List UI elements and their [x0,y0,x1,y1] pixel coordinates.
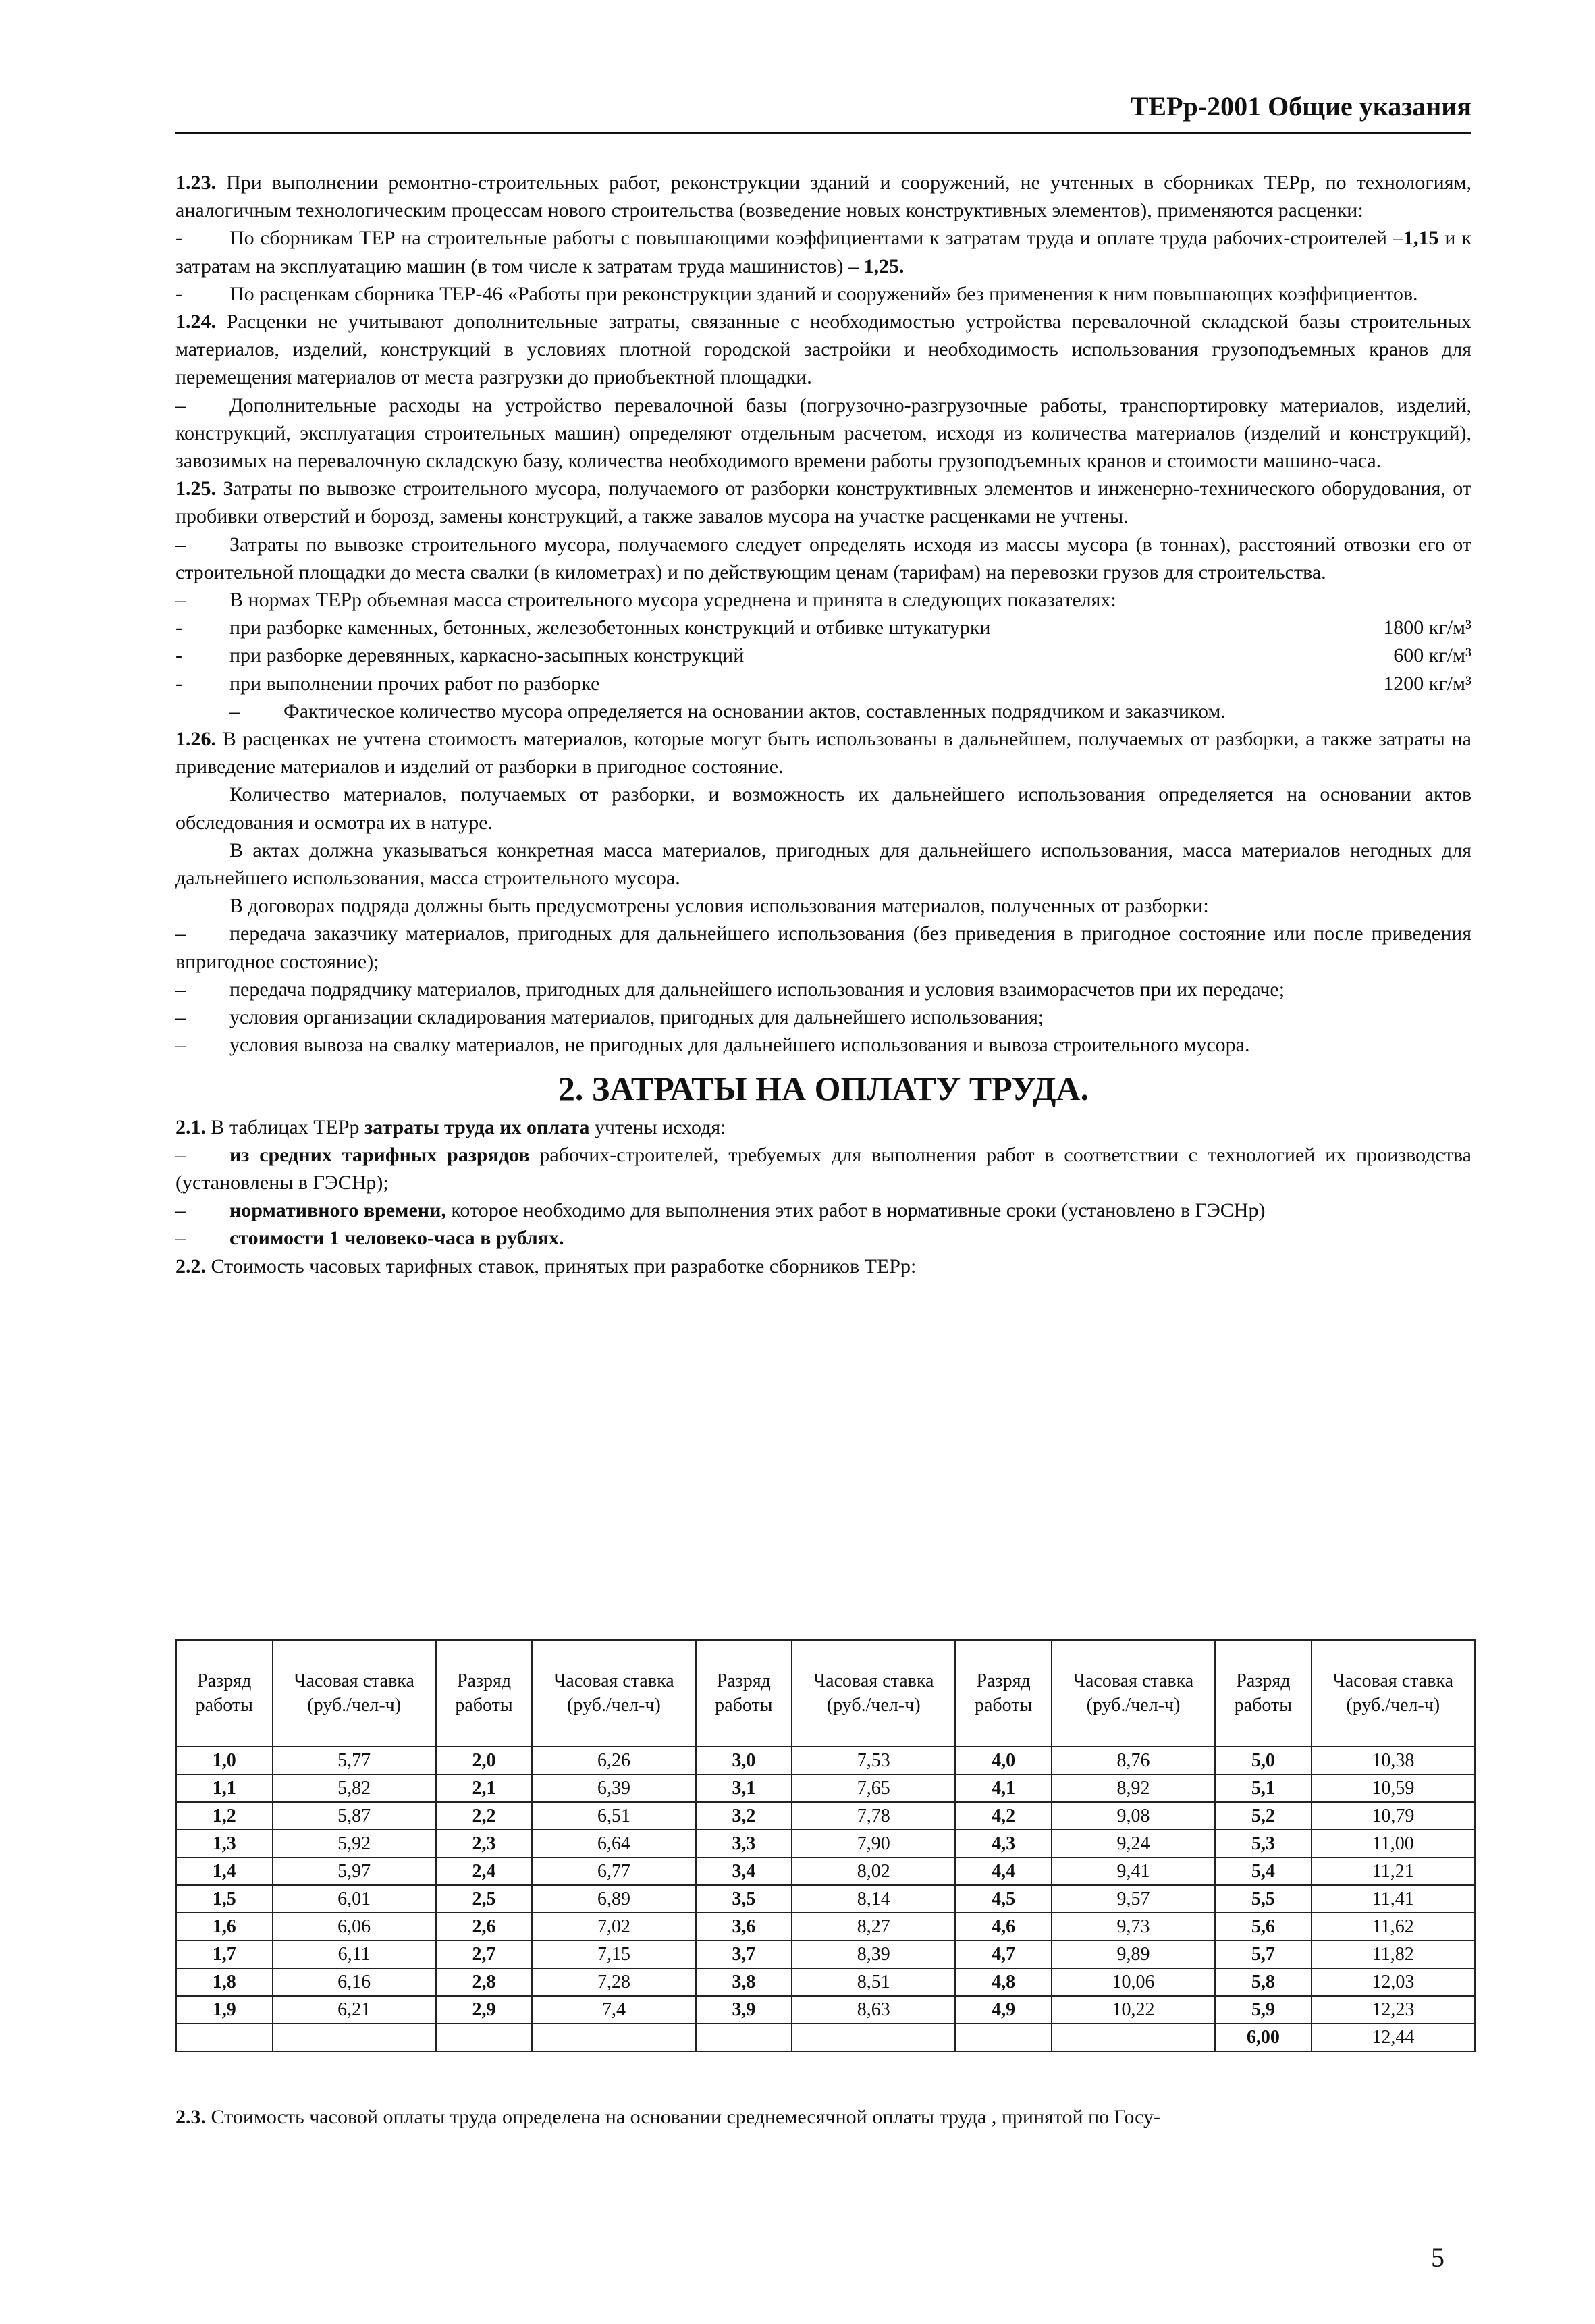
document-body [175,169,1471,1280]
rate-cell: 12,03 [1312,1968,1475,1996]
grade-cell: 1,1 [176,1774,273,1802]
grade-cell: 5,8 [1215,1968,1312,1996]
bullet-text: Фактическое количество мусора определяется на основании актов, составленных подрядчиком и заказчиком. [283,699,1226,722]
paragraph-text: В таблицах ТЕРр [211,1115,360,1138]
bullet-item: – В нормах ТЕРр объемная масса строительного мусора усреднена и принята в следующих показателях: [175,589,1116,612]
grade-cell: 2,7 [436,1940,533,1968]
grade-cell: 5,0 [1215,1747,1312,1774]
header-rule [175,132,1471,134]
rate-cell: 8,39 [792,1940,955,1968]
grade-cell: 1,5 [176,1885,273,1913]
bullet-item: - По сборникам ТЕР на строительные работы с повышающими коэффициентами к затратам труда и оплате труда рабочих-строителей –1,15 и к затратам на эксплуатацию машин (в том числе к затратам труда машинистов) – 1,25. [175,227,1471,278]
bullet-text: и к затратам на эксплуатацию машин (в том числе к затратам труда машинистов) – [175,227,1471,278]
grade-cell: 5,4 [1215,1857,1312,1885]
paragraph-text: Стоимость часовой оплаты труда определена на основании среднемесячной оплаты труда , принятой по Госу- [211,2106,1160,2128]
grade-cell: 5,5 [1215,1885,1312,1913]
grade-cell: 4,8 [955,1968,1052,1996]
bullet-text: Дополнительные расходы на устройство перевалочной базы (погрузочно-разгрузочные работы, транспортировку материалов, изделий, конструкций, эксплуатация строительных машин) определяют отдельным расчетом, исходя из количества материалов (изделий и конструкций), завозимых на перевалочную складскую базу, количества необходимого времени работы грузоподъемных кранов и стоимости машино-часа. [175,394,1471,473]
mass-label: при разборке каменных, бетонных, железобетонных конструкций и отбивке штукатурки [229,616,991,639]
grade-cell: 3,6 [696,1913,792,1940]
table-row [176,2024,1475,2051]
mass-value: 1800 кг/м³ [1383,616,1471,639]
rate-cell: 7,28 [532,1968,695,1996]
bullet-text: рабочих-строителей, требуемых для выполнения работ в соответствии с технологией их производства (установлены в ГЭСНр); [175,1143,1471,1194]
grade-cell: 4,6 [955,1913,1052,1940]
grade-cell: 3,9 [696,1996,792,2024]
mass-row: - при выполнении прочих работ по разборке 1200 кг/м³ [175,670,1471,697]
rate-cell: 8,92 [1052,1774,1215,1802]
grade-cell: 2,8 [436,1968,533,1996]
table-row [176,1802,1475,1830]
clause-number: 1.24. [175,311,216,334]
bullet-item: - По расценкам сборника ТЕР-46 «Работы при реконструкции зданий и сооружений» без применения к ним повышающих коэффициентов. [175,282,1418,305]
grade-cell: 1,8 [176,1968,273,1996]
paragraph-text: учтены исходя: [594,1115,726,1138]
paragraph-1-23 [175,169,1471,224]
grade-cell: 4,3 [955,1830,1052,1857]
rate-cell: 10,59 [1312,1774,1475,1802]
rate-cell: 5,92 [273,1830,436,1857]
table-row [176,1857,1475,1885]
section-title: 2. ЗАТРАТЫ НА ОПЛАТУ ТРУДА. [558,1069,1089,1107]
grade-cell: 4,5 [955,1885,1052,1913]
grade-cell: 5,1 [1215,1774,1312,1802]
grade-cell: 4,2 [955,1802,1052,1830]
rate-cell: 6,26 [532,1747,695,1774]
header-rate: Часовая ставка (руб./чел-ч) [792,1640,955,1747]
bold-text: из средних тарифных разрядов [229,1143,530,1166]
grade-cell: 5,7 [1215,1940,1312,1968]
grade-cell: 3,2 [696,1802,792,1830]
grade-cell: 1,2 [176,1802,273,1830]
rate-cell [273,2024,436,2051]
mass-value: 1200 кг/м³ [1383,672,1471,695]
rate-cell: 5,97 [273,1857,436,1885]
rate-cell: 7,78 [792,1802,955,1830]
grade-cell: 1,0 [176,1747,273,1774]
rate-cell [792,2024,955,2051]
header-grade: Разряд работы [176,1640,273,1747]
rate-cell: 9,41 [1052,1857,1215,1885]
grade-cell: 5,9 [1215,1996,1312,2024]
rate-cell: 9,73 [1052,1913,1215,1940]
table-row [176,1996,1475,2024]
grade-cell: 1,6 [176,1913,273,1940]
table-row [176,1774,1475,1802]
rate-cell: 12,23 [1312,1996,1475,2024]
rate-cell: 5,82 [273,1774,436,1802]
header-rate: Часовая ставка (руб./чел-ч) [1052,1640,1215,1747]
rate-cell: 6,51 [532,1802,695,1830]
tariff-rates-table [175,1639,1476,2052]
grade-cell: 5,6 [1215,1913,1312,1940]
grade-cell: 3,7 [696,1940,792,1968]
paragraph-text: Расценки не учитывают дополнительные затраты, связанные с необходимостью устройства перевалочной складской базы строительных материалов, изделий, конструкций в условиях плотной городской застройки и необходимость использования грузоподъемных кранов для перемещения материалов от места разгрузки до приобъектной площадки. [175,311,1471,389]
table-row [176,1940,1475,1968]
grade-cell: 3,8 [696,1968,792,1996]
rate-cell [1052,2024,1215,2051]
clause-number: 2.2. [175,1255,206,1277]
coefficient: 1,25. [863,255,904,278]
grade-cell: 2,6 [436,1913,533,1940]
grade-cell: 2,3 [436,1830,533,1857]
grade-cell: 2,0 [436,1747,533,1774]
grade-cell: 6,00 [1215,2024,1312,2051]
rate-cell: 11,41 [1312,1885,1475,1913]
rate-cell: 6,39 [532,1774,695,1802]
header-rate: Часовая ставка (руб./чел-ч) [532,1640,695,1747]
grade-cell [176,2024,273,2051]
rate-cell: 6,77 [532,1857,695,1885]
page-header-title: ТЕРр-2001 Общие указания [1130,91,1471,122]
paragraph-text: В договорах подряда должны быть предусмотрены условия использования материалов, полученных от разборки: [229,895,1209,918]
paragraph-text: Количество материалов, получаемых от разборки, и возможность их дальнейшего использования определяется на основании актов обследования и осмотра их в натуре. [175,783,1471,834]
grade-cell [436,2024,533,2051]
grade-cell: 2,9 [436,1996,533,2024]
table-row [176,1913,1475,1940]
grade-cell [955,2024,1052,2051]
clause-number: 1.23. [175,171,216,194]
grade-cell: 2,2 [436,1802,533,1830]
rate-cell: 5,77 [273,1747,436,1774]
rate-cell: 8,76 [1052,1747,1215,1774]
rate-cell: 11,00 [1312,1830,1475,1857]
rate-cell: 8,27 [792,1913,955,1940]
header-grade: Разряд работы [696,1640,792,1747]
grade-cell: 1,9 [176,1996,273,2024]
bullet-text: передача заказчику материалов, пригодных для дальнейшего использования (без приведения в пригодное состояние или после приведения впригодное состояние); [175,922,1471,973]
rate-cell: 6,89 [532,1885,695,1913]
table-body [176,1747,1475,2051]
table-row [176,1885,1475,1913]
rate-cell: 9,08 [1052,1802,1215,1830]
rate-cell: 10,79 [1312,1802,1475,1830]
grade-cell: 1,3 [176,1830,273,1857]
page-number: 5 [1431,2242,1444,2273]
grade-cell: 3,4 [696,1857,792,1885]
table-row [176,1968,1475,1996]
grade-cell: 5,2 [1215,1802,1312,1830]
bullet-text: условия организации складирования материалов, пригодных для дальнейшего использования; [229,1006,1044,1029]
grade-cell [696,2024,792,2051]
header-grade: Разряд работы [1215,1640,1312,1747]
rate-cell: 8,63 [792,1996,955,2024]
rate-cell: 7,90 [792,1830,955,1857]
grade-cell: 1,4 [176,1857,273,1885]
paragraph-2-1 [175,1113,1471,1141]
grade-cell: 2,5 [436,1885,533,1913]
grade-cell: 4,4 [955,1857,1052,1885]
bullet-text: Затраты по вывозке строительного мусора, получаемого следует определять исходя из массы мусора (в тоннах), расстояний отвозки его от строительной площадки до места свалки (в километрах) и по действующим ценам (тарифам) на перевозки грузов для строительства. [175,533,1471,583]
rate-cell: 6,64 [532,1830,695,1857]
clause-number: 2.3. [175,2106,206,2128]
coefficient: 1,15 [1403,227,1439,250]
grade-cell: 3,5 [696,1885,792,1913]
rate-cell: 9,24 [1052,1830,1215,1857]
grade-cell: 3,0 [696,1747,792,1774]
paragraph-text: В актах должна указываться конкретная масса материалов, пригодных для дальнейшего использования, масса материалов негодных для дальнейшего использования, масса строительного мусора. [175,839,1471,890]
rate-cell: 7,65 [792,1774,955,1802]
paragraph-1-24 [175,308,1471,392]
bullet-item: – стоимости 1 человеко-часа в рублях. [175,1227,564,1250]
bullet-item: – Фактическое количество мусора определяется на основании актов, составленных подрядчиком и заказчиком. [229,699,1226,722]
mass-label: при разборке деревянных, каркасно-засыпных конструкций [229,644,745,667]
bullet-item: – из средних тарифных разрядов рабочих-строителей, требуемых для выполнения работ в соответствии с технологией их производства (установлены в ГЭСНр); [175,1143,1471,1194]
bullet-text: По расценкам сборника ТЕР-46 «Работы при реконструкции зданий и сооружений» без применения к ним повышающих коэффициентов. [229,282,1418,305]
bullet-text: По сборникам ТЕР на строительные работы с повышающими коэффициентами к затратам труда и оплате труда рабочих-строителей – [229,227,1403,250]
bullet-item: – условия вывоза на свалку материалов, не пригодных для дальнейшего использования и вывоза строительного мусора. [175,1034,1250,1057]
bullet-item: – условия организации складирования материалов, пригодных для дальнейшего использования; [175,1006,1044,1029]
grade-cell: 3,1 [696,1774,792,1802]
paragraph-text: При выполнении ремонтно-строительных работ, реконструкции зданий и сооружений, не учтенных в сборниках ТЕРр, по технологиям, аналогичным технологическим процессам нового строительства (возведение новых конструктивных элементов), применяются расценки: [175,171,1472,222]
paragraph-1-26 [175,725,1471,781]
bullet-item: – передача заказчику материалов, пригодных для дальнейшего использования (без приведения в пригодное состояние или после приведения впригодное состояние); [175,922,1471,973]
mass-row: - при разборке деревянных, каркасно-засыпных конструкций 600 кг/м³ [175,641,1471,669]
bullet-item: – нормативного времени, которое необходимо для выполнения этих работ в нормативные сроки (установлено в ГЭСНр) [175,1199,1266,1222]
header-rate: Часовая ставка (руб./чел-ч) [1312,1640,1475,1747]
rate-cell: 8,14 [792,1885,955,1913]
header-grade: Разряд работы [436,1640,533,1747]
rate-cell: 7,02 [532,1913,695,1940]
paragraph-2-2 [175,1252,1471,1280]
bullet-text: В нормах ТЕРр объемная масса строительного мусора усреднена и принята в следующих показателях: [229,589,1116,612]
grade-cell: 4,0 [955,1747,1052,1774]
table-header-row [176,1640,1475,1747]
header-grade: Разряд работы [955,1640,1052,1747]
bullet-item: – Затраты по вывозке строительного мусора, получаемого следует определять исходя из массы мусора (в тоннах), расстояний отвозки его от строительной площадки до места свалки (в километрах) и по действующим ценам (тарифам) на перевозки грузов для строительства. [175,533,1471,583]
grade-cell: 4,1 [955,1774,1052,1802]
rate-cell [532,2024,695,2051]
paragraph-text: В расценках не учтена стоимость материалов, которые могут быть использованы в дальнейшем, получаемых от разборки, а также затраты на приведение материалов и изделий от разборки в пригодное состояние. [175,728,1472,778]
clause-number: 1.26. [175,728,216,751]
rate-cell: 10,38 [1312,1747,1475,1774]
paragraph-text: Стоимость часовых тарифных ставок, принятых при разработке сборников ТЕРр: [211,1255,917,1277]
bold-text: нормативного времени, [229,1199,446,1222]
rate-cell: 10,22 [1052,1996,1215,2024]
bullet-text: условия вывоза на свалку материалов, не пригодных для дальнейшего использования и вывоза строительного мусора. [229,1034,1250,1057]
mass-label: при выполнении прочих работ по разборке [229,672,600,695]
rate-cell: 12,44 [1312,2024,1475,2051]
rate-cell: 11,62 [1312,1913,1475,1940]
rate-cell: 9,57 [1052,1885,1215,1913]
rate-cell: 6,21 [273,1996,436,2024]
mass-row: - при разборке каменных, бетонных, железобетонных конструкций и отбивке штукатурки 1800 кг/м³ [175,614,1471,641]
paragraph-text: Затраты по вывозке строительного мусора, получаемого от разборки конструктивных элементов и инженерно-технического оборудования, от пробивки отверстий и борозд, замены конструкций, а также завалов мусора на участке расценками не учтены. [175,477,1472,528]
rate-cell: 11,21 [1312,1857,1475,1885]
rate-cell: 6,11 [273,1940,436,1968]
bullet-item: – Дополнительные расходы на устройство перевалочной базы (погрузочно-разгрузочные работы, транспортировку материалов, изделий, конструкций, эксплуатация строительных машин) определяют отдельным расчетом, исходя из количества материалов (изделий и конструкций), завозимых на перевалочную складскую базу, количества необходимого времени работы грузоподъемных кранов и стоимости машино-часа. [175,394,1471,473]
grade-cell: 2,4 [436,1857,533,1885]
rate-cell: 6,06 [273,1913,436,1940]
rate-cell: 8,51 [792,1968,955,1996]
rate-cell: 5,87 [273,1802,436,1830]
rate-cell: 9,89 [1052,1940,1215,1968]
mass-value: 600 кг/м³ [1393,644,1471,667]
grade-cell: 4,9 [955,1996,1052,2024]
rate-cell: 6,01 [273,1885,436,1913]
grade-cell: 1,7 [176,1940,273,1968]
rate-cell: 11,82 [1312,1940,1475,1968]
bullet-item: – передача подрядчику материалов, пригодных для дальнейшего использования и условия взаиморасчетов при их передаче; [175,978,1285,1001]
table-row [176,1830,1475,1857]
grade-cell: 5,3 [1215,1830,1312,1857]
bold-text: затраты труда их оплата [364,1115,590,1138]
table-row [176,1747,1475,1774]
rate-cell: 10,06 [1052,1968,1215,1996]
header-rate: Часовая ставка (руб./чел-ч) [273,1640,436,1747]
bullet-text: которое необходимо для выполнения этих работ в нормативные сроки (установлено в ГЭСНр) [451,1199,1266,1222]
grade-cell: 4,7 [955,1940,1052,1968]
rate-cell: 7,4 [532,1996,695,2024]
rate-cell: 7,15 [532,1940,695,1968]
clause-number: 1.25. [175,477,216,500]
bold-text: стоимости 1 человеко-часа в рублях. [229,1227,564,1250]
rate-cell: 6,16 [273,1968,436,1996]
rate-cell: 8,02 [792,1857,955,1885]
bullet-text: передача подрядчику материалов, пригодных для дальнейшего использования и условия взаиморасчетов при их передаче; [229,978,1285,1001]
rate-cell: 7,53 [792,1747,955,1774]
paragraph-2-3 [175,2103,1471,2132]
grade-cell: 3,3 [696,1830,792,1857]
clause-number: 2.1. [175,1115,206,1138]
paragraph-1-25 [175,475,1471,530]
grade-cell: 2,1 [436,1774,533,1802]
